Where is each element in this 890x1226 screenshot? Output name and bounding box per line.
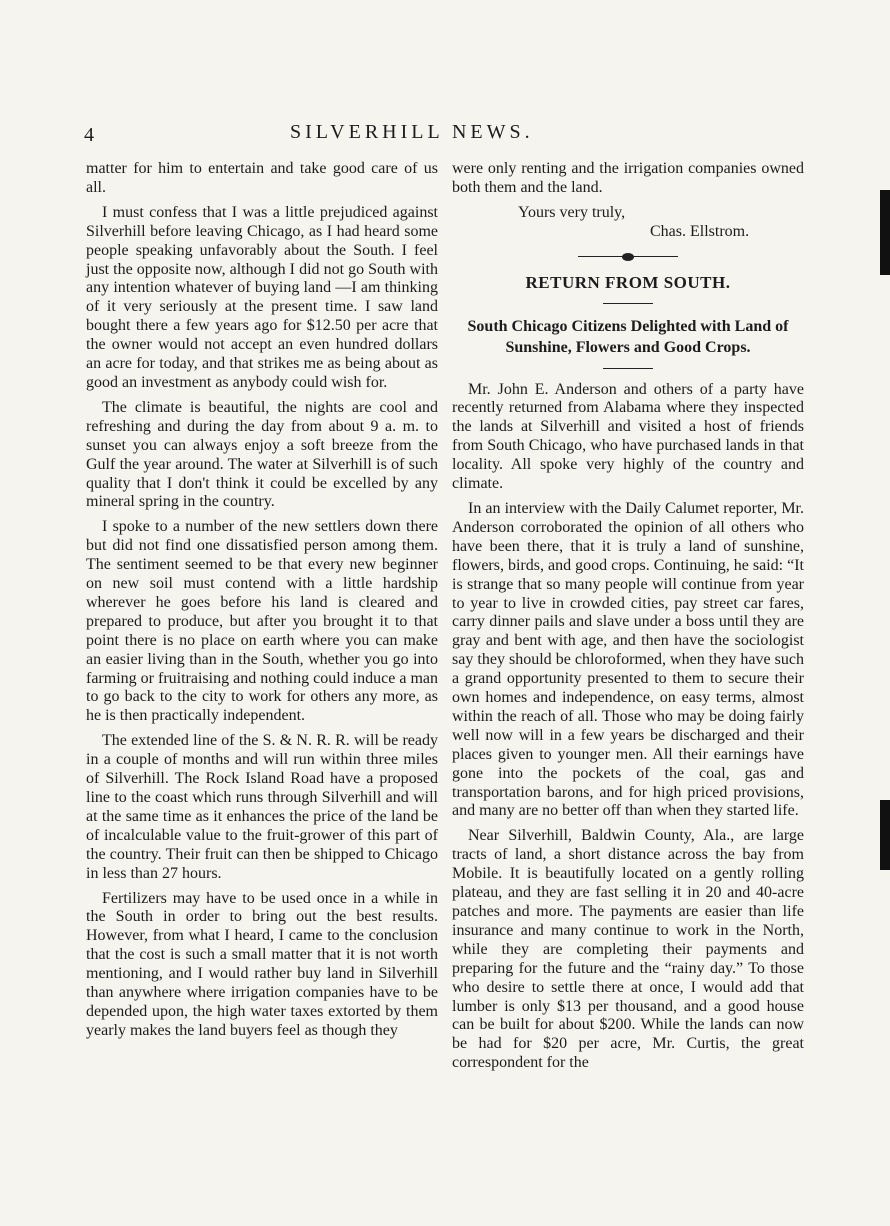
article-subheadline: South Chicago Citizens Delighted with Land of Sunshine, Flowers and Good Crops. bbox=[467, 317, 789, 356]
divider-rule bbox=[603, 303, 653, 304]
left-column bbox=[86, 160, 438, 1047]
paragraph: I spoke to a number of the new settlers down there but did not find one dissatisfied person among them. The sentiment seemed to be that every new beginner on new soil must contend with a little hardship wherever he goes before his land is cleared and prepared to produce, but after you brought it to that point there is no place on earth where you can make an easier living than in the South, whether you go into farming or fruitraising and nothing could induce a man to go back to the city to work for others any more, as he is then practically independent. bbox=[86, 518, 438, 725]
paragraph: The climate is beautiful, the nights are cool and refreshing and during the day from about 9 a. m. to sunset you can always enjoy a soft breeze from the Gulf the year around. The water at Silverhill is of such quality that I don't think it could be excelled by any mineral spring in the country. bbox=[86, 398, 438, 511]
paragraph: The extended line of the S. & N. R. R. will be ready in a couple of months and will run within three miles of Silverhill. The Rock Island Road have a proposed line to the coast which runs through Silverhill and will at the same time as it enhances the price of the land be of incalculable value to the fruit-grower of this part of the country. Their fruit can then be shipped to Chicago in less than 27 hours. bbox=[86, 732, 438, 882]
section-ornament bbox=[578, 254, 678, 260]
running-head: SILVERHILL NEWS. bbox=[290, 121, 534, 143]
page-number: 4 bbox=[84, 124, 94, 146]
paragraph: In an interview with the Daily Calumet reporter, Mr. Anderson corroborated the opinion of all others who have been there, that it is truly a land of sunshine, flowers, birds, and good crops. Continuing, he said: “It is strange that so many people will continue from year to year to live in crowded cities, pay street car fares, carry dinner pails and slave under a boss until they are gray and bent with age, and then have the sociologist say they should be chloroformed, when they have such a grand opportunity presented to them to secure their own homes and independence, on easy terms, almost within the reach of all. Those who may be doing fairly well now will in a few years be discharged and their places given to younger men. All their earnings have gone into the pockets of the coal, gas and transportation barons, and for high priced provisions, and many are no better off than when they started life. bbox=[452, 499, 804, 820]
paragraph: Mr. John E. Anderson and others of a party have recently returned from Alabama where they inspected the lands at Silverhill and visited a host of friends from South Chicago, who have purchased lands in that locality. All spoke very highly of the country and climate. bbox=[452, 380, 804, 493]
paragraph: I must confess that I was a little prejudiced against Silverhill before leaving Chicago, as I had heard some people speaking unfavorably about the South. I feel just the opposite now, although I did not go South with any intention whatever of buying land —I am thinking of it very seriously at the present time. I saw land bought there a few years ago for $12.50 per acre that the owner would not accept an even hundred dollars an acre for today, and that strikes me as being about as good an investment as anybody could wish for. bbox=[86, 203, 438, 391]
letter-signature: Chas. Ellstrom. bbox=[650, 222, 750, 240]
article-headline: RETURN FROM SOUTH. bbox=[525, 272, 731, 292]
paragraph: matter for him to entertain and take good care of us all. bbox=[86, 160, 438, 196]
binding-edge-mark bbox=[880, 800, 890, 870]
paragraph: Near Silverhill, Baldwin County, Ala., are large tracts of land, a short distance across the bay from Mobile. It is beautifully located on a gently rolling plateau, and they are fast selling it in 20 and 40-acre patches and more. The payments are easier than life insurance and many continue to work in the North, while they are completing their payments and preparing for the future and the “rainy day.” To those who desire to settle there at once, I would add that lumber is only $13 per thousand, and a good house can be built for about $200. While the lands can now be had for $20 per acre, Mr. Curtis, the great correspondent for the bbox=[452, 827, 804, 1072]
divider-rule bbox=[603, 368, 653, 369]
paragraph: Fertilizers may have to be used once in a while in the South in order to bring out the best results. However, from what I heard, I came to the conclusion that the cost is such a small matter that it is not worth mentioning, and I would rather buy land in Silverhill than anywhere where irrigation companies have to be depended upon, the high water taxes extorted by them yearly makes the land buyers feel as though they bbox=[86, 889, 438, 1039]
binding-edge-mark bbox=[880, 190, 890, 275]
letter-closing: Yours very truly, bbox=[518, 203, 626, 221]
right-column bbox=[452, 160, 804, 1079]
letter-continuation: were only renting and the irrigation companies owned both them and the land. bbox=[452, 160, 804, 196]
